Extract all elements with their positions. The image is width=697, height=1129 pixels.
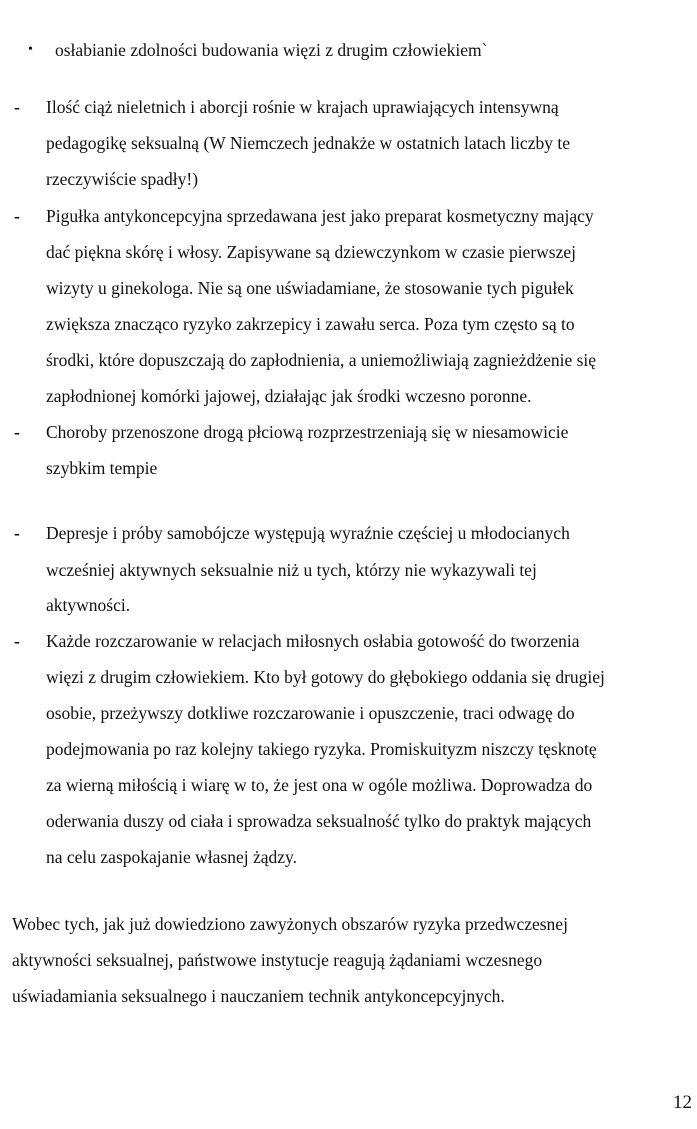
list-item-line: środki, które dopuszczają do zapłodnienia, a uniemożliwiają zagnieżdżenie się: [46, 350, 597, 370]
list-item-line: wcześniej aktywnych seksualnie niż u tych, którzy nie wykazywali tej: [46, 560, 537, 580]
list-item-line: Depresje i próby samobójcze występują wyraźnie częściej u młodocianych: [46, 523, 570, 543]
dash-marker: -: [14, 97, 20, 117]
list-item-line: zwiększa znacząco ryzyko zakrzepicy i zawału serca. Poza tym często są to: [46, 314, 575, 334]
paragraph-line: aktywności seksualnej, państwowe instytucje reagują żądaniami wczesnego: [12, 950, 543, 970]
list-item-line: za wierną miłością i wiarę w to, że jest ona w ogóle możliwa. Doprowadza do: [46, 775, 593, 795]
bullet-marker: •: [28, 42, 33, 57]
list-item-line: szybkim tempie: [46, 458, 158, 478]
dash-marker: -: [14, 422, 20, 442]
dash-marker: -: [14, 523, 20, 543]
list-item-line: więzi z drugim człowiekiem. Kto był gotowy do głębokiego oddania się drugiej: [46, 667, 605, 687]
bullet-item-text: osłabianie zdolności budowania więzi z drugim człowiekiem`: [55, 40, 488, 60]
list-item-line: zapłodnionej komórki jajowej, działając jak środki wczesno poronne.: [46, 386, 532, 406]
list-item-line: Pigułka antykoncepcyjna sprzedawana jest jako preparat kosmetyczny mający: [46, 206, 594, 226]
paragraph-line: uświadamiania seksualnego i nauczaniem technik antykoncepcyjnych.: [12, 986, 505, 1006]
list-item-line: dać piękna skórę i włosy. Zapisywane są dziewczynkom w czasie pierwszej: [46, 242, 576, 262]
list-item-line: rzeczywiście spadły!): [46, 169, 199, 189]
dash-marker: -: [14, 206, 20, 226]
list-item-line: wizyty u ginekologa. Nie są one uświadamiane, że stosowanie tych pigułek: [46, 278, 574, 298]
list-item-line: Ilość ciąż nieletnich i aborcji rośnie w krajach uprawiających intensywną: [46, 97, 559, 117]
list-item-line: pedagogikę seksualną (W Niemczech jednakże w ostatnich latach liczby te: [46, 133, 570, 153]
list-item-line: podejmowania po raz kolejny takiego ryzyka. Promiskuityzm niszczy tęsknotę: [46, 739, 597, 759]
list-item-line: Choroby przenoszone drogą płciową rozprzestrzeniają się w niesamowicie: [46, 422, 569, 442]
dash-marker: -: [14, 631, 20, 651]
paragraph-line: Wobec tych, jak już dowiedziono zawyżonych obszarów ryzyka przedwczesnej: [12, 914, 568, 934]
list-item-line: osobie, przeżywszy dotkliwe rozczarowanie i opuszczenie, traci odwagę do: [46, 703, 575, 723]
list-item-line: Każde rozczarowanie w relacjach miłosnych osłabia gotowość do tworzenia: [46, 631, 580, 651]
list-item-line: oderwania duszy od ciała i sprowadza seksualność tylko do praktyk mających: [46, 811, 592, 831]
list-item-line: na celu zaspokajanie własnej żądzy.: [46, 847, 298, 867]
list-item-line: aktywności.: [46, 595, 131, 615]
page-number: 12: [673, 1092, 692, 1113]
